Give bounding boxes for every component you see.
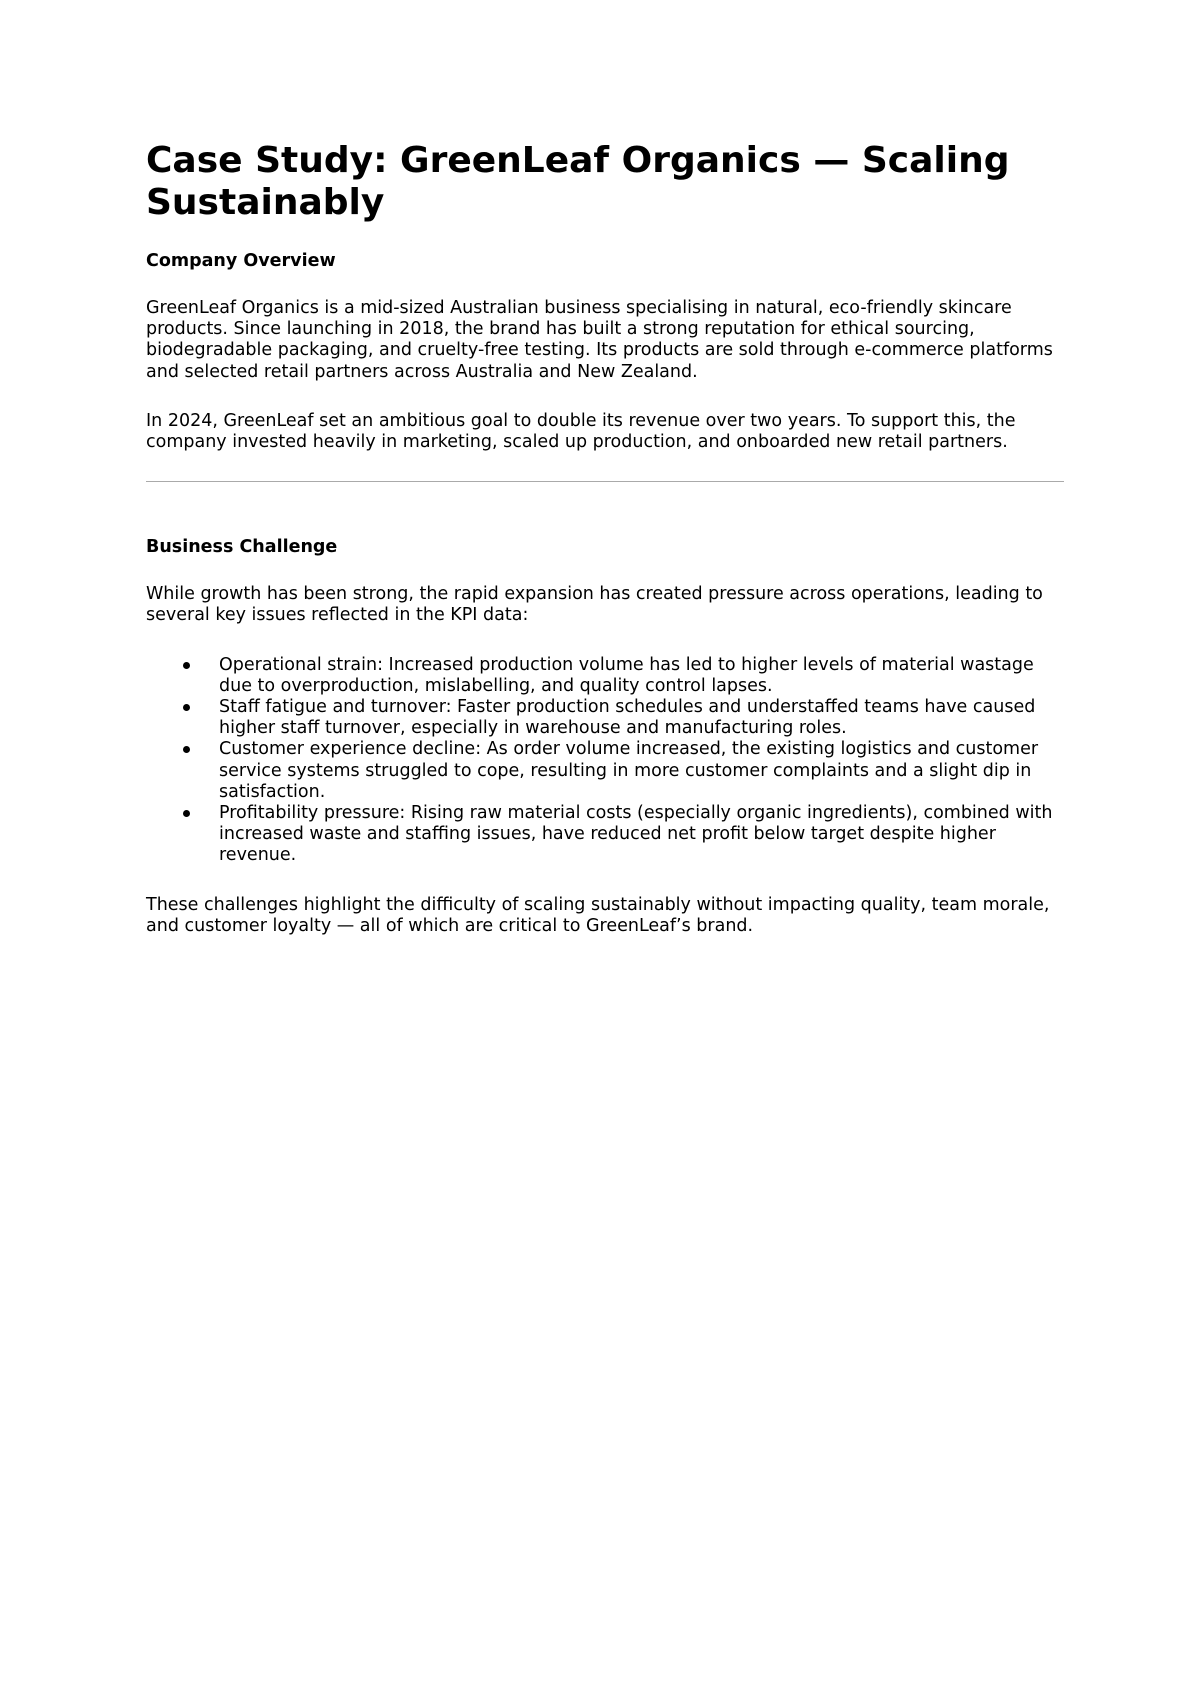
paragraph-company-overview-2: In 2024, GreenLeaf set an ambitious goal to double its revenue over two years. To support this, the company invested heavily in marketing, scaled up production, and onboarded new retail partners.: [146, 410, 1016, 453]
bullet-icon: [183, 662, 190, 669]
paragraph-business-challenge-intro: While growth has been strong, the rapid expansion has created pressure across operations, leading to several key issues reflected in the KPI data:: [146, 584, 1043, 626]
list-item-text: Staff fatigue and turnover: Faster production schedules and understaffed teams have caused higher staff turnover, especially in warehouse and manufacturing roles.: [219, 697, 1036, 739]
list-item: [146, 739, 1064, 803]
challenge-bullet-list: [146, 655, 1064, 867]
list-item: [146, 803, 1064, 867]
document-page: [146, 140, 1064, 965]
list-item: [146, 655, 1064, 697]
paragraph-business-challenge-conclusion: These challenges highlight the difficulty of scaling sustainably without impacting quality, team morale, and customer loyalty — all of which are critical to GreenLeaf’s brand.: [146, 894, 1050, 936]
bullet-icon: [183, 704, 190, 711]
bullet-icon: [183, 746, 190, 753]
section-heading-company-overview: Company Overview: [146, 251, 336, 271]
section-divider: [146, 481, 1064, 482]
list-item-text: Profitability pressure: Rising raw material costs (especially organic ingredients), combined with increased waste and staffing issues, have reduced net profit below target despite higher revenue.: [219, 803, 1053, 866]
list-item-text: Operational strain: Increased production volume has led to higher levels of material wastage due to overproduction, mislabelling, and quality control lapses.: [219, 654, 1034, 696]
list-item: [146, 697, 1064, 739]
section-heading-business-challenge: Business Challenge: [146, 537, 338, 558]
document-title: Case Study: GreenLeaf Organics — Scaling Sustainably: [146, 140, 1010, 223]
bullet-icon: [183, 810, 190, 817]
list-item-text: Customer experience decline: As order volume increased, the existing logistics and customer service systems struggled to cope, resulting in more customer complaints and a slight dip in satisfaction.: [219, 739, 1039, 802]
section-company-overview: [146, 250, 1064, 453]
section-business-challenge: [146, 536, 1064, 937]
paragraph-company-overview-1: GreenLeaf Organics is a mid-sized Australian business specialising in natural, eco-friendly skincare products. Since launching in 2018, the brand has built a strong reputation for ethical sourcing, biodegradable packaging, and cruelty-free testing. Its products are sold through e-commerce platforms and selected retail partners across Australia and New Zealand.: [146, 298, 1053, 382]
